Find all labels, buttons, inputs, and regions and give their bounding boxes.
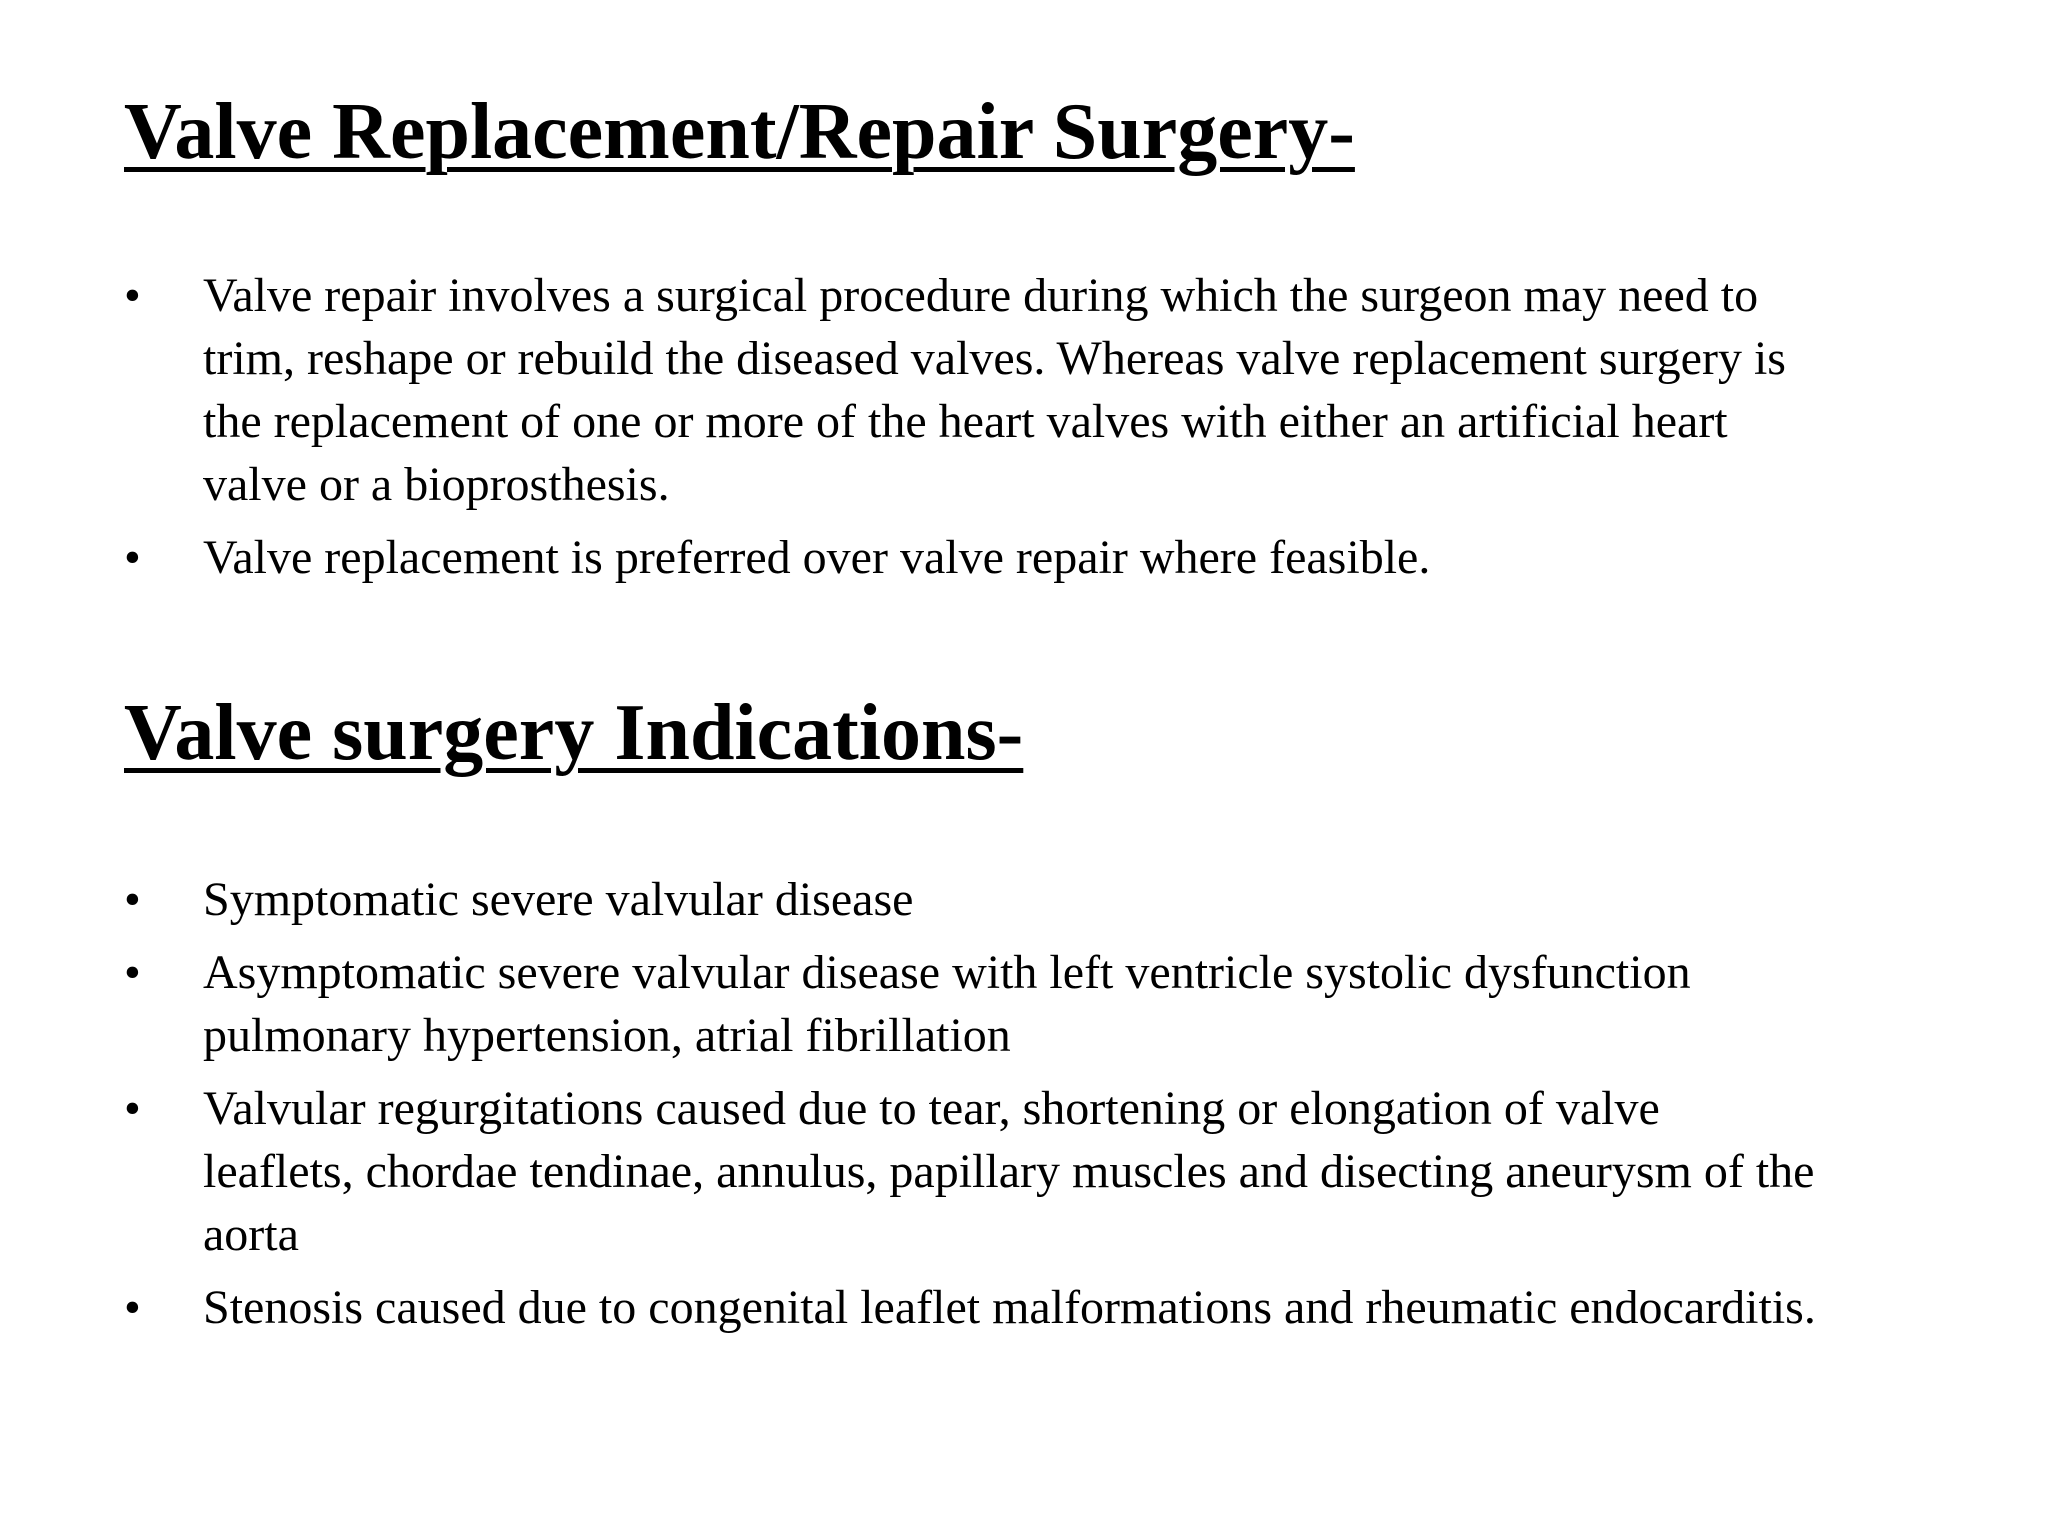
- list-item: [0, 1276, 2048, 1339]
- bullet-icon: •: [124, 873, 141, 926]
- section2-bullet-list: [0, 868, 2048, 1349]
- bullet-icon: •: [124, 1281, 141, 1334]
- bullet-text: Stenosis caused due to congenital leaflet malformations and rheumatic endocarditis.: [203, 1281, 1816, 1334]
- section2-heading: Valve surgery Indications-: [124, 689, 1024, 777]
- list-item: [0, 264, 2048, 516]
- list-item: [0, 941, 2048, 1067]
- bullet-text: Symptomatic severe valvular disease: [203, 873, 914, 926]
- bullet-icon: •: [124, 531, 141, 584]
- list-item: [0, 868, 2048, 931]
- bullet-text: Asymptomatic severe valvular disease with left ventricle systolic dysfunction pulmonary hypertension, atrial fibrillation: [203, 946, 1691, 1062]
- section1-bullet-list: [0, 264, 2048, 599]
- list-item: [0, 1077, 2048, 1266]
- bullet-text: Valve repair involves a surgical procedure during which the surgeon may need to trim, reshape or rebuild the diseased valves. Whereas valve replacement surgery is the replacement of one or more of the heart valves with either an artificial heart valve or a bioprosthesis.: [203, 269, 1786, 511]
- list-item: [0, 526, 2048, 589]
- bullet-icon: •: [124, 269, 141, 322]
- bullet-icon: •: [124, 946, 141, 999]
- section1-heading: Valve Replacement/Repair Surgery-: [124, 88, 1355, 176]
- bullet-icon: •: [124, 1082, 141, 1135]
- bullet-text: Valvular regurgitations caused due to tear, shortening or elongation of valve leaflets, chordae tendinae, annulus, papillary muscles and disecting aneurysm of the aorta: [203, 1082, 1815, 1261]
- bullet-text: Valve replacement is preferred over valve repair where feasible.: [203, 531, 1431, 584]
